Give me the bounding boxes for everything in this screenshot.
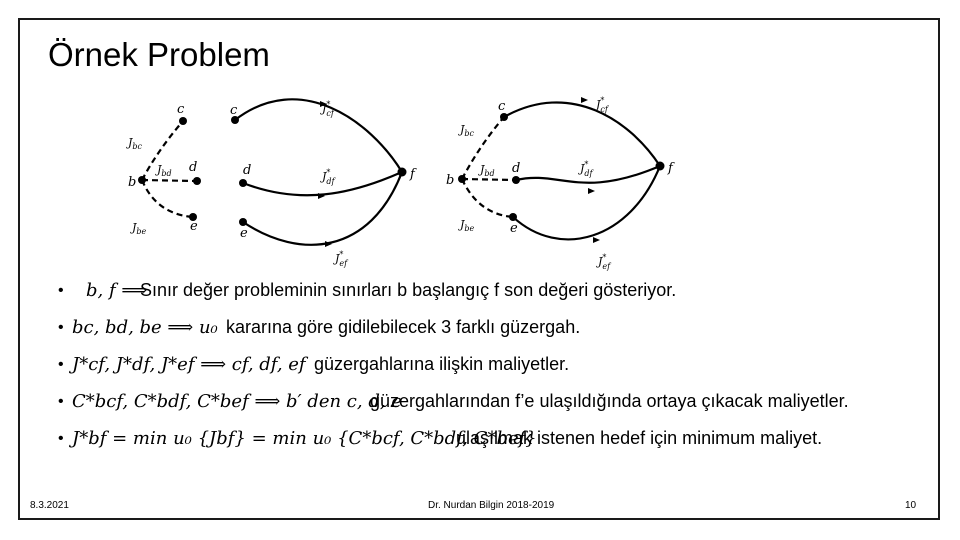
label-jcf-mid: J* cf (322, 100, 334, 118)
label-e-mid: e (240, 226, 248, 241)
bullet-text: Sınır değer probleminin sınırları b başlangıç f son değeri gösteriyor. (140, 280, 677, 300)
footer-author: Dr. Nurdan Bilgin 2018-2019 (428, 500, 555, 511)
label-jdf-mid: J* df (322, 168, 335, 186)
edge-be (142, 180, 193, 217)
bullet-item: • b, f ⟹ Sınır değer probleminin sınırları b başlangıç f son değeri gösteriyor. (58, 272, 928, 309)
label-f-right: f (668, 161, 673, 176)
bullet-text: güzergahlarından f’e ulaşıldığında ortaya çıkacak maliyetler. (370, 391, 849, 411)
label-jbc-right: $J_{bc}$ (460, 123, 475, 138)
label-d-left: d (189, 160, 198, 175)
footer-date: 8.3.2021 (30, 500, 69, 511)
label-jdf-right: J* df (580, 160, 593, 178)
label-e-right: e (510, 221, 518, 236)
bullet-item: • J*bf = min u₀ {Jbf} = min u₀ {C*bcf, C*bdf, C*bef} ulaşılmak istenen hedef için minimum maliyet. (58, 420, 928, 457)
label-jef-mid: J* ef (335, 250, 348, 268)
node-c-left (179, 117, 187, 125)
edge-bd (142, 180, 196, 181)
node-f-right (656, 162, 665, 171)
label-jbd-right: $J_{bd}$ (480, 163, 495, 178)
bullet-item: • C*bcf, C*bdf, C*bef ⟹ b′ den c, d, e güzergahlarından f’e ulaşıldığında ortaya çıkacak maliyetler. (58, 383, 928, 420)
bullet-math: C*bcf, C*bdf, C*bef ⟹ b′ den c, d, e (72, 391, 402, 412)
edge-cf (235, 99, 402, 172)
node-b-left (138, 176, 146, 184)
label-b-right: b (446, 173, 455, 188)
node-e-mid (239, 218, 247, 226)
label-c-right: c (498, 99, 506, 114)
diagram-mid (235, 99, 402, 244)
node-f-mid (398, 168, 407, 177)
label-d-mid: d (243, 163, 252, 178)
bullet-text: güzergahlarına ilişkin maliyetler. (314, 354, 570, 374)
bullet-item: • J*cf, J*df, J*ef ⟹ cf, df, ef güzergahlarına ilişkin maliyetler. (58, 346, 928, 383)
bullet-text: ulaşılmak istenen hedef için minimum maliyet. (456, 428, 823, 448)
node-d-left (193, 177, 201, 185)
label-jef-right: J* ef (598, 253, 611, 271)
label-jcf-right: J* cf (596, 96, 608, 114)
edge-bd-right (462, 179, 516, 180)
bullet-math: bc, bd, be ⟹ u₀ (72, 317, 218, 338)
label-f-mid: f (410, 167, 415, 182)
node-b-right (458, 175, 466, 183)
node-e-right (509, 213, 517, 221)
bullet-math: J*bf = min u₀ {Jbf} = min u₀ {C*bcf, C*bdf, C*bef} (72, 428, 537, 449)
slide-title: Örnek Problem (48, 36, 270, 73)
bullet-text: kararına göre gidilebilecek 3 farklı güzergah. (226, 317, 581, 337)
label-d-right: d (512, 161, 521, 176)
label-b-left: b (128, 175, 137, 190)
label-jbc-left: $J_{bc}$ (128, 136, 143, 151)
label-e-left: e (190, 219, 198, 234)
edge-be-right (462, 179, 513, 217)
bullet-math: b, f ⟹ (86, 280, 148, 301)
label-c-mid: c (230, 103, 238, 118)
label-jbd-left: $J_{bd}$ (157, 163, 172, 178)
label-c-left: c (177, 102, 185, 117)
bullet-math: J*cf, J*df, J*ef ⟹ cf, df, ef (72, 354, 306, 375)
node-c-right (500, 113, 508, 121)
bullet-item: • bc, bd, be ⟹ u₀ kararına göre gidilebilecek 3 farklı güzergah. (58, 309, 928, 346)
label-jbe-right: $J_{be}$ (460, 218, 475, 233)
node-d-right (512, 176, 520, 184)
node-d-mid (239, 179, 247, 187)
bullet-list (58, 272, 928, 457)
label-jbe-left: $J_{be}$ (132, 221, 147, 236)
footer-page-number: 10 (905, 500, 917, 511)
edge-cf-right (504, 102, 660, 166)
